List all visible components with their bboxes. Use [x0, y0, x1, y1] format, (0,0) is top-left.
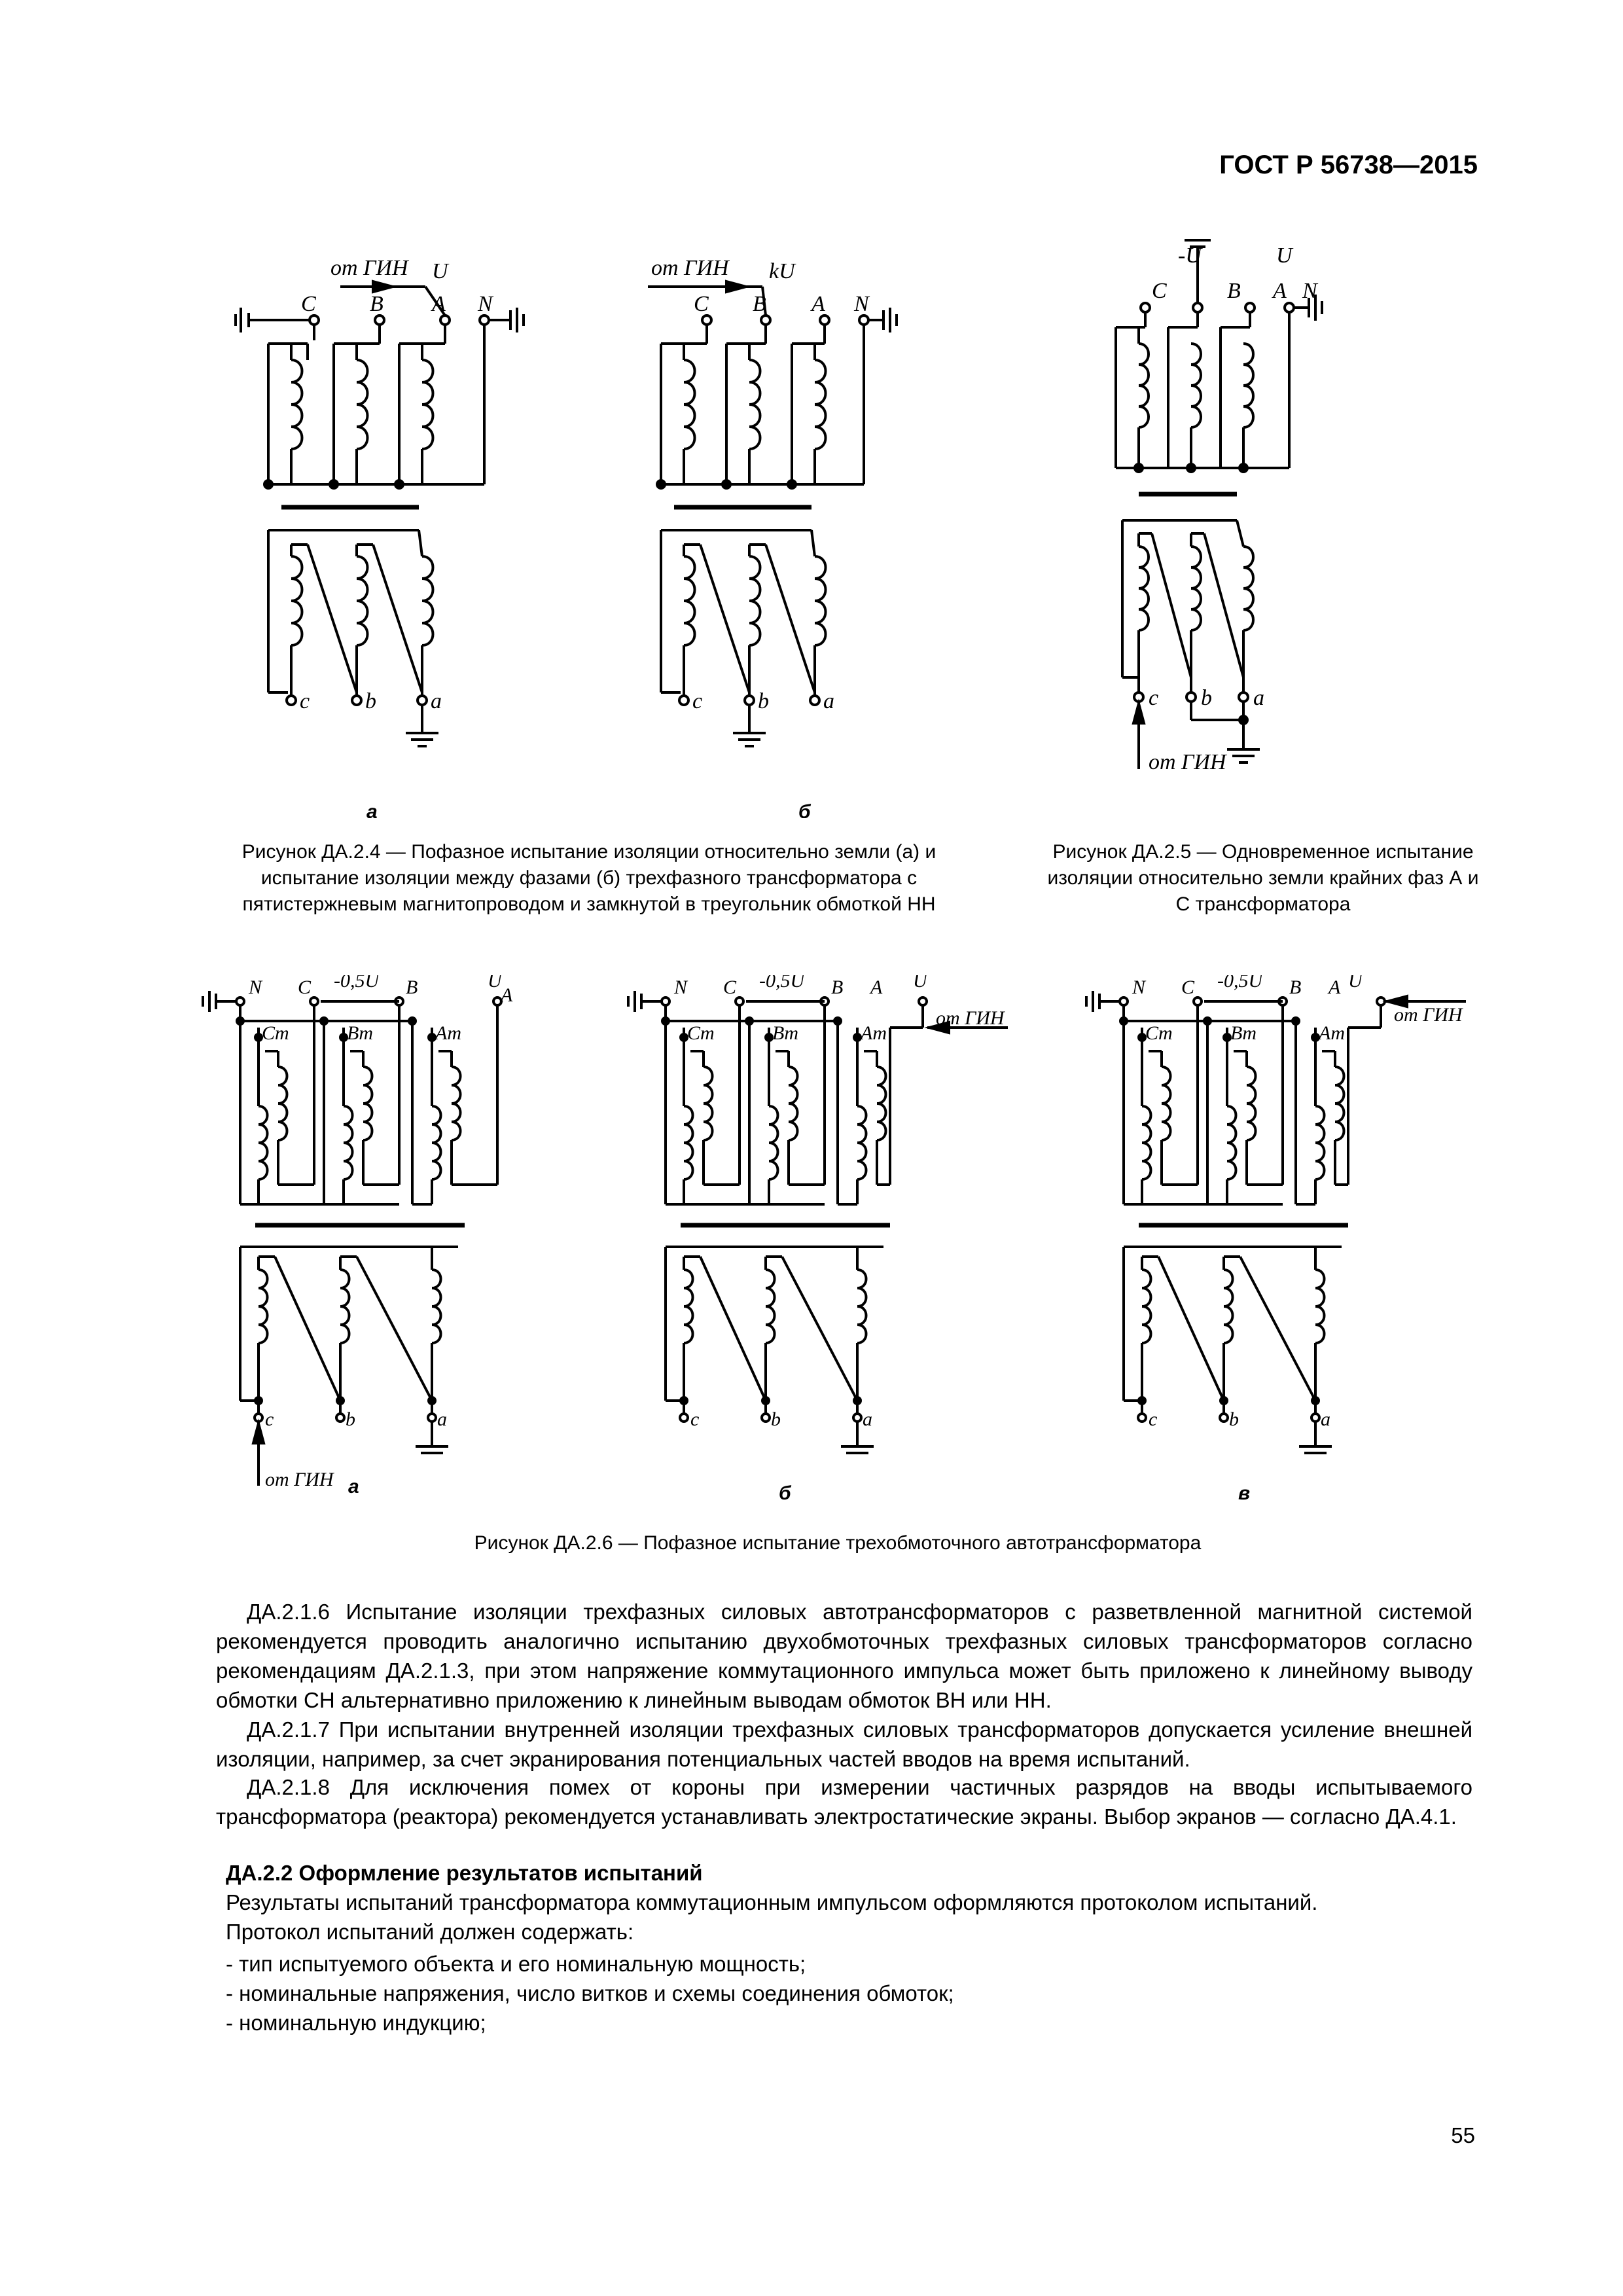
paragraph-protocol: Протокол испытаний должен содержать: — [226, 1920, 634, 1944]
b-a: B — [406, 977, 418, 998]
n-b: N — [674, 977, 688, 998]
figure-da-2-4 — [209, 242, 955, 818]
paragraph-da-2-1-8: ДА.2.1.8 Для исключения помех от короны при измерении частичных разрядов на вводы испытываемого трансформатора (реактора) рекомендуется устанавливать электростатические экраны. Выбор экранов — согласно ДА.4.1. — [216, 1775, 1472, 1829]
label-lb: b — [365, 689, 376, 713]
ku-label: kU — [769, 259, 795, 283]
fig24-sublabel-b: б — [798, 801, 811, 818]
cm-v: Cm — [1145, 1022, 1173, 1044]
diagram-b — [648, 256, 897, 746]
u-label-25: U — [1276, 243, 1293, 268]
lb-a: b — [346, 1408, 355, 1430]
paragraph-results: Результаты испытаний трансформатора коммутационным импульсом оформляются протоколом испытаний. — [226, 1890, 1318, 1914]
section-heading: ДА.2.2 Оформление результатов испытаний — [226, 1861, 703, 1885]
label-a-b: A — [812, 292, 825, 316]
paragraph-da-2-1-7: ДА.2.1.7 При испытании внутренней изоляции трехфазных силовых трансформаторов допускается усиление внешней изоляции, например, за счет экранирования потенциальных частей вводов на время испытаний. — [216, 1717, 1472, 1771]
cm-b: Cm — [687, 1022, 715, 1044]
n-v: N — [1132, 977, 1146, 998]
label-la-b: a — [823, 689, 834, 713]
half-u-v: -0,5U — [1217, 975, 1263, 992]
figure-caption-da-2-6: Рисунок ДА.2.6 — Пофазное испытание трехобмоточного автотрансформатора — [474, 1532, 1202, 1554]
label-lb-25: b — [1201, 686, 1212, 710]
label-lb-b: b — [758, 689, 769, 713]
a-b: A — [870, 977, 883, 998]
u-v: U — [1348, 975, 1363, 992]
c-b: C — [723, 977, 737, 998]
list-item: - номинальные напряжения, число витков и схемы соединения обмоток; — [226, 1981, 954, 2005]
la-a: a — [437, 1408, 447, 1430]
label-n-b: N — [854, 292, 869, 316]
gin-label-a: от ГИН — [330, 256, 408, 280]
gin-a: от ГИН — [265, 1469, 334, 1486]
figure-caption-da-2-4: Рисунок ДА.2.4 — Пофазное испытание изоляции относительно земли (а) и испытание изоляции между фазами (б) трехфазного трансформатора с пятистержневым магнитопроводом и замкнутой в треугольник обмоткой НН — [241, 841, 936, 915]
auto-diagram-v — [1086, 991, 1466, 1453]
fig24-sublabel-a: а — [366, 801, 378, 818]
page-number: 55 — [1451, 2123, 1475, 2147]
b-b: B — [831, 977, 844, 998]
diagram-a — [236, 256, 524, 746]
label-c-25: C — [1152, 279, 1167, 303]
u-b: U — [913, 975, 927, 992]
a-v: A — [1329, 977, 1341, 998]
lb-b: b — [771, 1408, 781, 1430]
label-c-b: C — [694, 292, 709, 316]
list-item: - номинальную индукцию; — [226, 2011, 486, 2035]
n-a: N — [249, 977, 262, 998]
a-a: A — [501, 984, 513, 1006]
figure-caption-da-2-5: Рисунок ДА.2.5 — Одновременное испытание изоляции относительно земли крайних фаз А и С трансформатора — [1047, 841, 1479, 915]
label-a-25: A — [1273, 279, 1287, 303]
u-a: U — [488, 975, 502, 992]
am-b: Am — [861, 1022, 887, 1044]
label-n: N — [478, 292, 493, 316]
lc-v: c — [1149, 1408, 1158, 1430]
fig26-sublabel-b: б — [779, 1482, 791, 1504]
paragraph-da-2-1-6: ДА.2.1.6 Испытание изоляции трехфазных силовых автотрансформаторов с разветвленной магнитной системой рекомендуется проводить аналогично испытанию двухобмоточных трехфазных силовых трансформаторов согласно рекомендациям ДА.2.1.3, при этом напряжение коммутационного импульса может быть приложено к линейному выводу обмотки СН альтернативно приложению к линейным выводам обмоток ВН или НН. — [216, 1600, 1472, 1712]
label-b: B — [370, 292, 383, 316]
b-v: B — [1289, 977, 1302, 998]
fig26-sublabel-v: в — [1238, 1482, 1251, 1504]
la-v: a — [1321, 1408, 1330, 1430]
label-lc-25: c — [1149, 686, 1159, 710]
u-label-a: U — [432, 259, 448, 283]
label-a: A — [432, 292, 446, 316]
label-b-b: B — [753, 292, 766, 316]
bm-b: Bm — [772, 1022, 798, 1044]
label-la: a — [431, 689, 442, 713]
label-la-25: a — [1253, 686, 1264, 710]
label-c: C — [301, 292, 316, 316]
gin-b: от ГИН — [936, 1007, 1005, 1029]
lb-v: b — [1229, 1408, 1239, 1430]
half-u-b: -0,5U — [759, 975, 805, 992]
minus-u-label: -U — [1178, 243, 1202, 268]
label-lc: c — [300, 689, 310, 713]
list-item: - тип испытуемого объекта и его номинальную мощность; — [226, 1952, 806, 1976]
c-a: C — [298, 977, 312, 998]
auto-diagram-b — [628, 991, 1008, 1453]
c-v: C — [1181, 977, 1195, 998]
fig26-sublabel-a: а — [348, 1476, 359, 1498]
label-b-25: B — [1227, 279, 1241, 303]
figure-da-2-6 — [196, 975, 1479, 1486]
half-u-a: -0,5U — [334, 975, 380, 992]
bm-v: Bm — [1230, 1022, 1257, 1044]
gin-label-25: от ГИН — [1149, 750, 1226, 774]
cm-a: Cm — [262, 1022, 289, 1044]
label-n-25: N — [1302, 279, 1317, 303]
lc-b: c — [690, 1408, 700, 1430]
document-code: ГОСТ Р 56738—2015 — [1219, 151, 1478, 179]
am-a: Am — [435, 1022, 461, 1044]
bm-a: Bm — [347, 1022, 373, 1044]
gin-v: от ГИН — [1394, 1004, 1463, 1026]
label-lc-b: c — [692, 689, 703, 713]
la-b: a — [863, 1408, 872, 1430]
figure-da-2-5 — [1086, 226, 1453, 815]
lc-a: c — [265, 1408, 274, 1430]
gin-label-b: от ГИН — [651, 256, 729, 280]
am-v: Am — [1319, 1022, 1345, 1044]
